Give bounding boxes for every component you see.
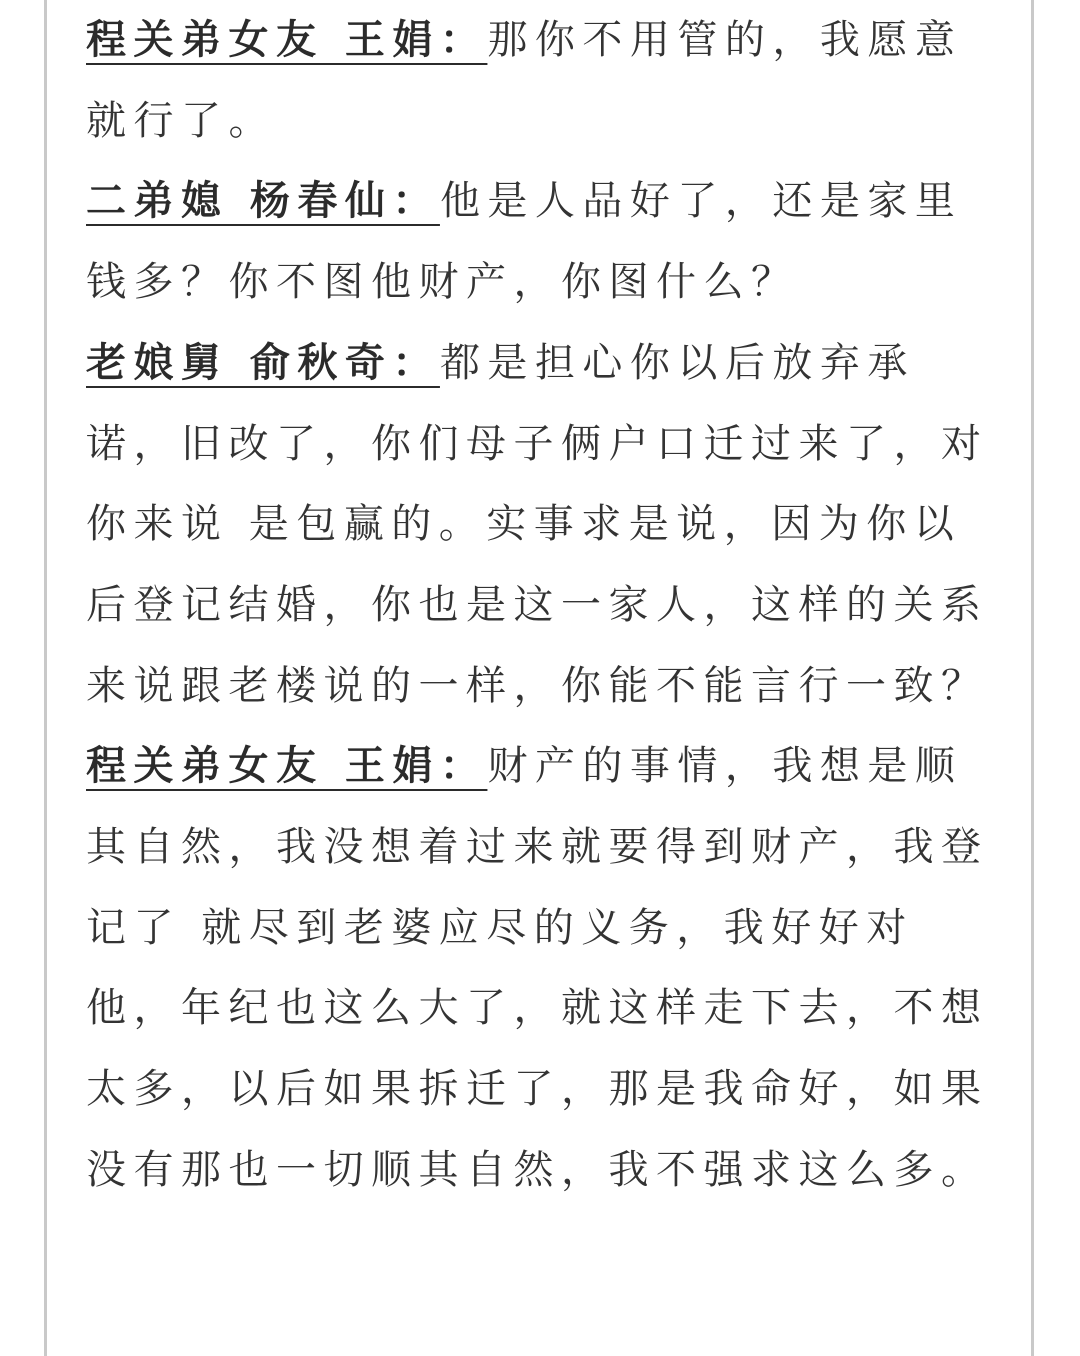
dialogue-transcript	[86, 0, 990, 1211]
speaker-label: 二弟媳 杨春仙：	[86, 178, 440, 225]
speaker-label: 程关弟女友 王娟：	[86, 17, 488, 63]
speech-text: 那你不用管的，我愿意就行了。	[86, 17, 963, 144]
speaker-label: 程关弟女友 王娟：	[86, 743, 488, 790]
speaker-label: 老娘舅 俞秋奇：	[86, 339, 440, 386]
dialogue-turn	[86, 323, 990, 727]
speech-text: 都是担心你以后放弃承诺，旧改了，你们母子俩户口迁过来了，对你来说 是包赢的。实事求是说，因为你以后登记结婚，你也是这一家人，这样的关系来说跟老楼说的一样，你能不能言行一致？	[86, 339, 989, 709]
dialogue-turn	[86, 0, 990, 161]
dialogue-turn	[86, 161, 990, 322]
dialogue-turn	[86, 726, 990, 1210]
speech-text: 财产的事情，我想是顺其自然，我没想着过来就要得到财产，我登记了 就尽到老婆应尽的义务，我好好对他，年纪也这么大了，就这样走下去，不想太多，以后如果拆迁了，那是我命好，如果没有那也一切顺其自然，我不强求这么多。	[86, 743, 989, 1193]
speech-text: 他是人品好了，还是家里钱多？你不图他财产，你图什么？	[86, 178, 963, 306]
